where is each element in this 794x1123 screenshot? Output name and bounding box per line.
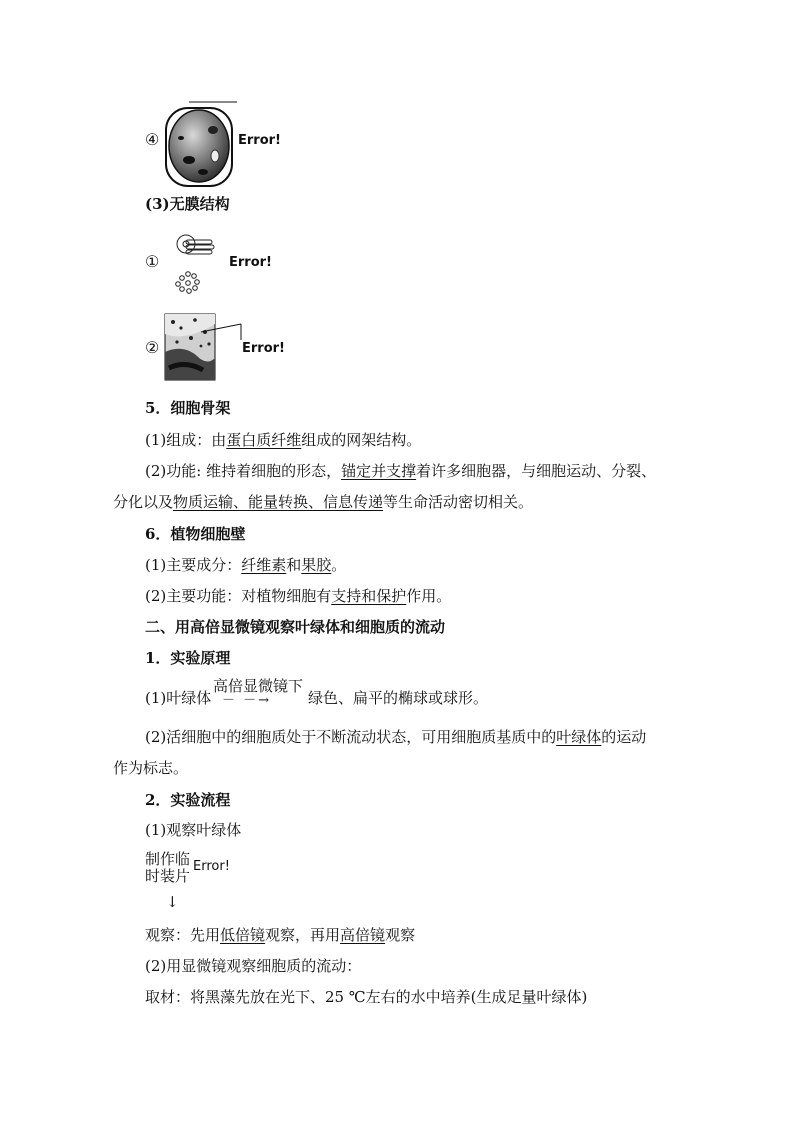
ribosome-micrograph (165, 314, 243, 380)
s6-p2 (145, 586, 451, 606)
s5-p2-text-4: 等生命活动密切相关。 (383, 493, 534, 511)
observe-underline-1: 低倍镜 (220, 926, 266, 944)
part-2-heading: 二、用高倍显微镜观察叶绿体和细胞质的流动 (145, 618, 446, 636)
figure-4-error: Error! (238, 133, 281, 148)
principle-1-label: (1)叶绿体 (145, 689, 212, 707)
part-2-s2-heading: 2．实验流程 (145, 791, 231, 809)
s5-p2-text-2: 着许多细胞器，与细胞运动、分裂、 (416, 462, 657, 480)
take-material-line: 取材：将黑藻先放在光下、25 ℃左右的水中培养(生成足量叶绿体) (145, 988, 588, 1006)
principle-2-text: (2)活细胞中的细胞质处于不断流动状态，可用细胞质基质中的 (145, 728, 557, 746)
s5-p2-underline-2: 物质运输、能量转换、信息传递 (173, 493, 384, 511)
s5-p1-text-end: 组成的网架结构。 (301, 431, 422, 449)
s5-p2-line2 (113, 492, 533, 512)
arrow-condition-label: 高倍显微镜下 (213, 677, 304, 695)
observe-text: 观察：先用 (145, 926, 221, 944)
s6-p1-text: (1)主要成分： (145, 556, 242, 574)
principle-2-line1 (145, 727, 646, 747)
principle-2-line2: 作为标志。 (113, 759, 189, 777)
observe-line (145, 925, 415, 945)
flow-step-1-line2: 时装片 (145, 867, 191, 885)
flow-step-1-error: Error! (193, 859, 230, 874)
section-5-heading: 5．细胞骨架 (145, 399, 231, 417)
s6-p1-underline-1: 纤维素 (241, 556, 287, 574)
s5-p2-underline-1: 锚定并支撑 (341, 462, 417, 480)
flow-1-heading: (1)观察叶绿体 (145, 821, 242, 839)
centrosome-illustration (168, 232, 218, 298)
observe-underline-2: 高倍镜 (340, 926, 386, 944)
figure-2-error: Error! (242, 341, 285, 356)
s6-p1-end: 。 (331, 556, 347, 574)
section-6-heading: 6．植物细胞壁 (145, 525, 246, 543)
principle-2-underline: 叶绿体 (556, 728, 602, 746)
s5-p1-text: (1)组成：由 (145, 431, 227, 449)
s6-p2-underline: 支持和保护 (331, 587, 407, 605)
flow-2-heading: (2)用显微镜观察细胞质的流动： (145, 957, 362, 975)
principle-2-text-2: 的运动 (601, 728, 647, 746)
s6-p1 (145, 555, 346, 575)
s6-p1-and: 和 (286, 556, 302, 574)
observe-text-2: 观察，再用 (265, 926, 341, 944)
down-arrow-icon: ↓ (166, 893, 179, 911)
plant-cell-illustration (163, 100, 239, 190)
s5-p1 (145, 430, 421, 450)
s6-p1-underline-2: 果胶 (301, 556, 332, 574)
flow-step-1-line1: 制作临 (145, 850, 191, 868)
figure-1-number: ① (145, 252, 160, 271)
figure-2-number: ② (145, 338, 160, 357)
principle-1-result: 绿色、扁平的椭球或球形。 (308, 689, 489, 707)
dashed-arrow: － －→ (222, 693, 272, 708)
s5-p2-line1 (145, 461, 656, 481)
s5-p1-underline: 蛋白质纤维 (226, 431, 302, 449)
observe-text-3: 观察 (385, 926, 416, 944)
section-3-heading: (3)无膜结构 (145, 195, 230, 213)
s5-p2-text: (2)功能: 维持着细胞的形态， (145, 462, 342, 480)
figure-4-number: ④ (145, 130, 160, 149)
s6-p2-text: (2)主要功能：对植物细胞有 (145, 587, 332, 605)
figure-1-error: Error! (229, 255, 272, 270)
part-2-s1-heading: 1．实验原理 (145, 649, 231, 667)
s5-p2-text-3: 分化以及 (113, 493, 174, 511)
s6-p2-end: 作用。 (406, 587, 452, 605)
